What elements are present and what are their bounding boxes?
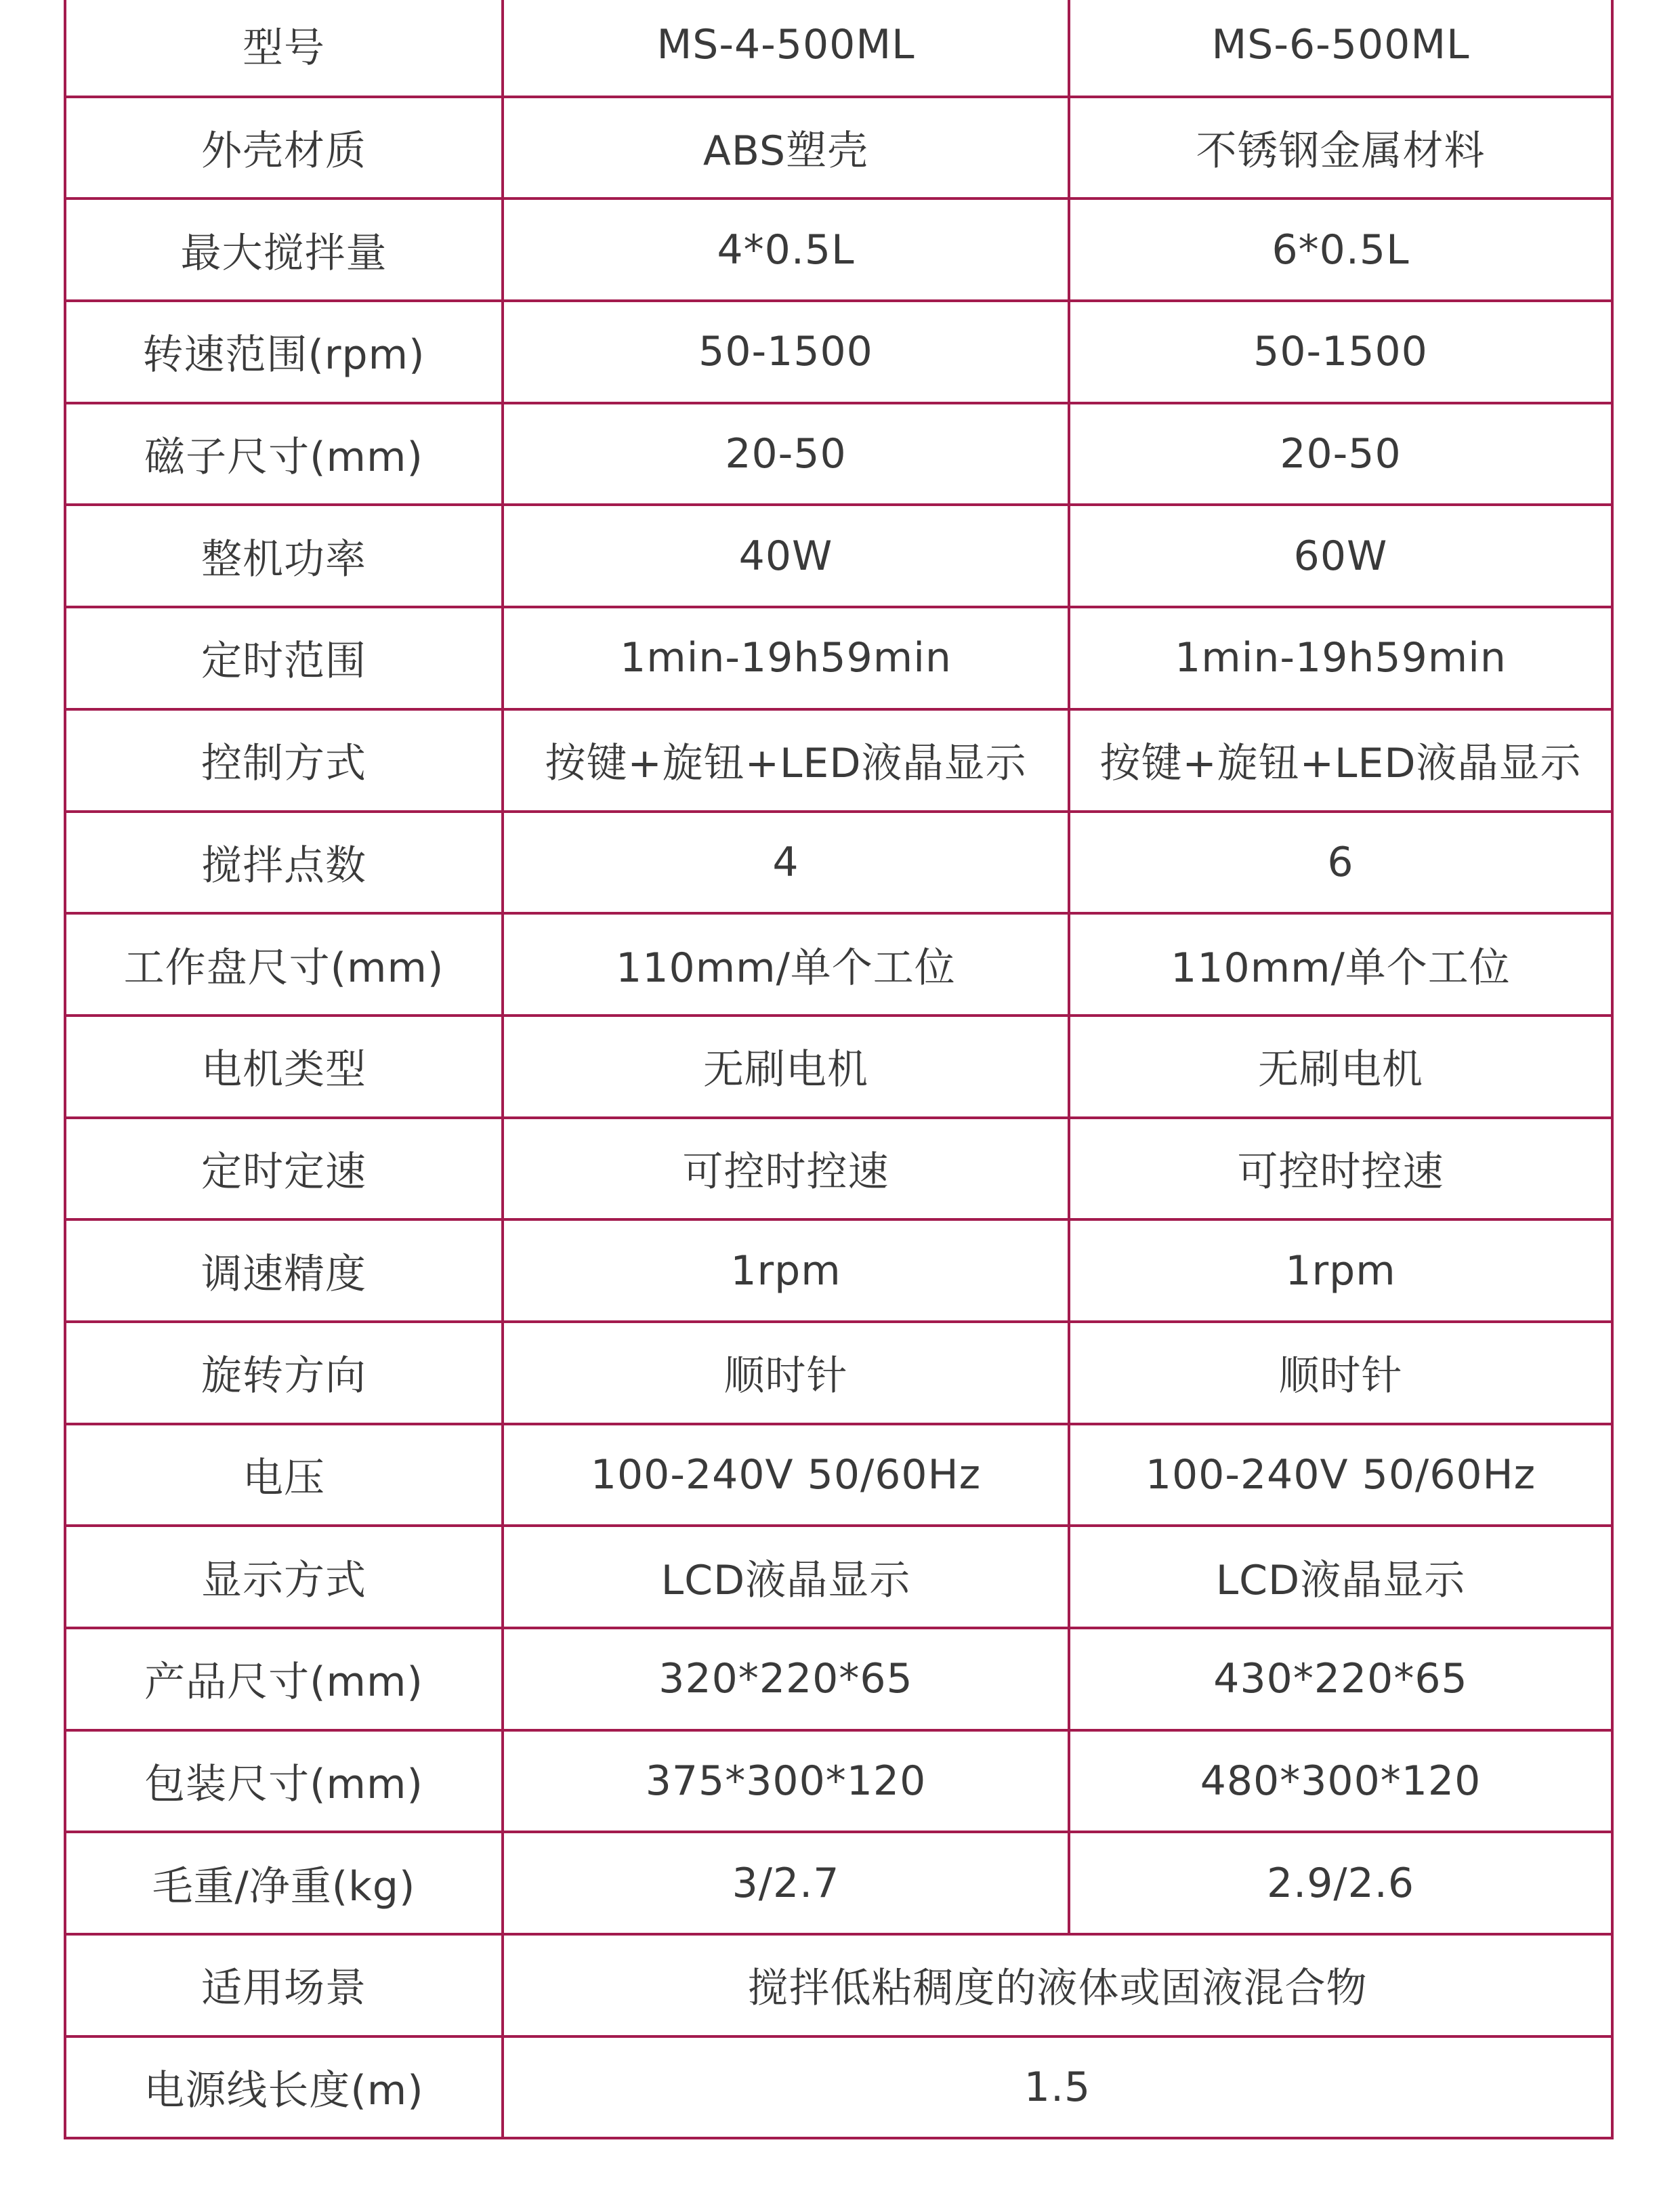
row-label: 外壳材质: [65, 97, 503, 199]
model-a-value: 可控时控速: [503, 1118, 1069, 1220]
table-row: [65, 97, 1612, 199]
table-row: [65, 403, 1612, 505]
model-a-value: 100-240V 50/60Hz: [503, 1424, 1069, 1526]
table-row: [65, 1730, 1612, 1833]
model-b-value: 50-1500: [1069, 301, 1612, 403]
model-a-value: 110mm/单个工位: [503, 913, 1069, 1016]
table-row: [65, 2036, 1612, 2139]
table-row: [65, 198, 1612, 301]
model-b-value: 顺时针: [1069, 1322, 1612, 1424]
model-a-value: 4*0.5L: [503, 198, 1069, 301]
model-a-value: ABS塑壳: [503, 97, 1069, 199]
model-a-value: MS-4-500ML: [503, 0, 1069, 97]
model-b-value: 110mm/单个工位: [1069, 913, 1612, 1016]
row-label: 控制方式: [65, 709, 503, 812]
table-row: [65, 1832, 1612, 1934]
model-b-value: 60W: [1069, 505, 1612, 607]
table-row: [65, 913, 1612, 1016]
model-a-value: 1rpm: [503, 1219, 1069, 1322]
model-a-value: 320*220*65: [503, 1628, 1069, 1730]
table-row: [65, 1628, 1612, 1730]
model-a-value: 50-1500: [503, 301, 1069, 403]
row-label: 整机功率: [65, 505, 503, 607]
row-label: 工作盘尺寸(mm): [65, 913, 503, 1016]
model-a-value: 20-50: [503, 403, 1069, 505]
table-row: [65, 812, 1612, 914]
row-label: 包装尺寸(mm): [65, 1730, 503, 1833]
row-label: 调速精度: [65, 1219, 503, 1322]
row-label: 型号: [65, 0, 503, 97]
model-b-value: MS-6-500ML: [1069, 0, 1612, 97]
table-row: [65, 1016, 1612, 1118]
model-a-value: LCD液晶显示: [503, 1526, 1069, 1628]
row-label: 定时范围: [65, 607, 503, 709]
model-a-value: 1min-19h59min: [503, 607, 1069, 709]
model-b-value: 按键+旋钮+LED液晶显示: [1069, 709, 1612, 812]
model-b-value: 1min-19h59min: [1069, 607, 1612, 709]
row-label: 旋转方向: [65, 1322, 503, 1424]
model-a-value: 4: [503, 812, 1069, 914]
row-label: 显示方式: [65, 1526, 503, 1628]
spec-table-body: [65, 0, 1612, 2138]
model-b-value: 2.9/2.6: [1069, 1832, 1612, 1934]
model-b-value: 480*300*120: [1069, 1730, 1612, 1833]
row-label: 磁子尺寸(mm): [65, 403, 503, 505]
row-label: 电源线长度(m): [65, 2036, 503, 2139]
model-b-value: 6: [1069, 812, 1612, 914]
merged-value-cell: 1.5: [503, 2036, 1612, 2139]
table-row: [65, 505, 1612, 607]
table-row: [65, 1424, 1612, 1526]
row-label: 毛重/净重(kg): [65, 1832, 503, 1934]
table-row: [65, 1219, 1612, 1322]
model-b-value: 430*220*65: [1069, 1628, 1612, 1730]
model-b-value: 无刷电机: [1069, 1016, 1612, 1118]
table-row: [65, 1322, 1612, 1424]
model-b-value: 可控时控速: [1069, 1118, 1612, 1220]
table-row: [65, 607, 1612, 709]
model-a-value: 顺时针: [503, 1322, 1069, 1424]
table-row: [65, 0, 1612, 97]
table-row: [65, 301, 1612, 403]
model-a-value: 3/2.7: [503, 1832, 1069, 1934]
model-a-value: 按键+旋钮+LED液晶显示: [503, 709, 1069, 812]
model-a-value: 40W: [503, 505, 1069, 607]
row-label: 转速范围(rpm): [65, 301, 503, 403]
row-label: 电压: [65, 1424, 503, 1526]
model-b-value: LCD液晶显示: [1069, 1526, 1612, 1628]
row-label: 适用场景: [65, 1934, 503, 2036]
row-label: 定时定速: [65, 1118, 503, 1220]
table-row: [65, 1526, 1612, 1628]
spec-table: [64, 0, 1614, 2139]
model-b-value: 不锈钢金属材料: [1069, 97, 1612, 199]
table-row: [65, 1934, 1612, 2036]
merged-value-cell: 搅拌低粘稠度的液体或固液混合物: [503, 1934, 1612, 2036]
row-label: 最大搅拌量: [65, 198, 503, 301]
model-b-value: 20-50: [1069, 403, 1612, 505]
model-a-value: 375*300*120: [503, 1730, 1069, 1833]
row-label: 电机类型: [65, 1016, 503, 1118]
model-a-value: 无刷电机: [503, 1016, 1069, 1118]
model-b-value: 100-240V 50/60Hz: [1069, 1424, 1612, 1526]
row-label: 搅拌点数: [65, 812, 503, 914]
row-label: 产品尺寸(mm): [65, 1628, 503, 1730]
model-b-value: 6*0.5L: [1069, 198, 1612, 301]
table-row: [65, 709, 1612, 812]
model-b-value: 1rpm: [1069, 1219, 1612, 1322]
table-row: [65, 1118, 1612, 1220]
